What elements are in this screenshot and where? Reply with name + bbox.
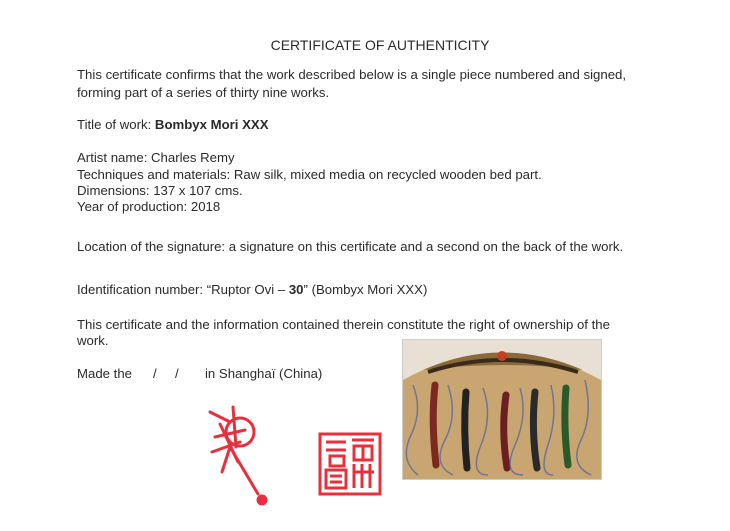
red-seal-stamp xyxy=(318,432,382,499)
year: Year of production: 2018 xyxy=(77,199,221,214)
made-the-label: Made the xyxy=(77,366,132,381)
identification-number xyxy=(77,282,427,297)
certificate-title: CERTIFICATE OF AUTHENTICITY xyxy=(270,37,490,53)
title-of-work xyxy=(77,117,269,132)
id-number: 30 xyxy=(288,282,304,297)
artist-name: Artist name: Charles Remy xyxy=(77,150,235,165)
dimensions: Dimensions: 137 x 107 cms. xyxy=(77,183,243,198)
id-suffix: ” (Bombyx Mori XXX) xyxy=(303,282,428,297)
artist-signature xyxy=(200,402,275,510)
title-of-work-label: Title of work: xyxy=(77,117,155,132)
artwork-photo xyxy=(402,339,602,480)
intro-line-2: forming part of a series of thirty nine works. xyxy=(77,85,330,100)
ownership-line-1: This certificate and the information contained therein constitute the right of ownership of the xyxy=(77,317,610,332)
place: in Shanghaï (China) xyxy=(205,366,323,381)
title-of-work-value: Bombyx Mori XXX xyxy=(154,117,269,132)
date-blank: / / xyxy=(153,366,179,381)
signature-location: Location of the signature: a signature on this certificate and a second on the back of the work. xyxy=(77,239,624,254)
ownership-line-2: work. xyxy=(77,333,109,348)
id-label: Identification number: “Ruptor Ovi – xyxy=(77,282,289,297)
intro-line-1: This certificate confirms that the work described below is a single piece numbered and signed, xyxy=(77,67,627,82)
techniques: Techniques and materials: Raw silk, mixed media on recycled wooden bed part. xyxy=(77,167,542,182)
